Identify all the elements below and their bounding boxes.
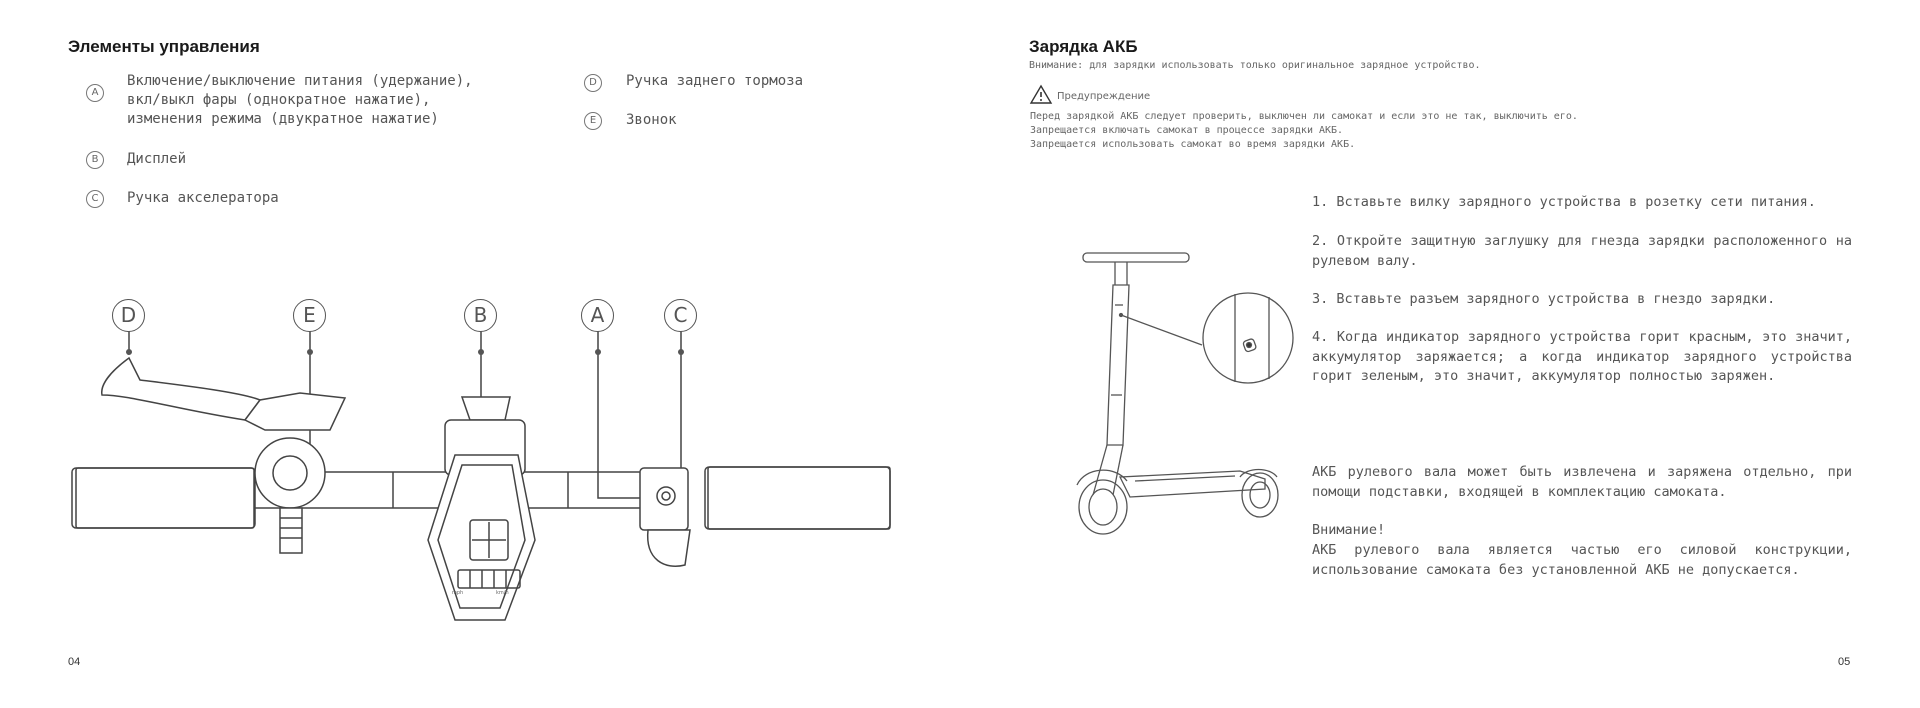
- page-number-right: 05: [1838, 656, 1851, 668]
- warning-block: [1029, 84, 1151, 109]
- attention-title: Внимание!: [1312, 522, 1386, 538]
- legend-letter-c: C: [86, 190, 104, 208]
- callout-c: C: [664, 299, 697, 332]
- legend-text-b: Дисплей: [127, 151, 187, 167]
- legend-text-d: Ручка заднего тормоза: [626, 73, 804, 89]
- battery-removal-note: АКБ рулевого вала может быть извлечена и заряжена отдельно, при помощи подставки, входящей в комплектацию самоката.: [1312, 464, 1852, 500]
- legend-letter-a: A: [86, 84, 104, 102]
- legend-letter-d: D: [584, 74, 602, 92]
- charging-step-1: 1. Вставьте вилку зарядного устройства в розетку сети питания.: [1312, 194, 1816, 210]
- warning-triangle-icon: [1029, 84, 1053, 105]
- callout-e: E: [293, 299, 326, 332]
- display-unit-right: km/h: [496, 590, 509, 596]
- warning-text: Перед зарядкой АКБ следует проверить, выключен ли самокат и если это не так, выключить его. Запрещается включать самокат в процессе зарядки АКБ. Запрещается использовать самокат во время зарядки АКБ.: [1030, 111, 1578, 150]
- legend-letter-b: B: [86, 151, 104, 169]
- attention-text: АКБ рулевого вала является частью его силовой конструкции, использование самоката без установленной АКБ не допускается.: [1312, 542, 1852, 578]
- right-page-title: Зарядка АКБ: [1029, 37, 1138, 56]
- legend-text-e: Звонок: [626, 112, 677, 128]
- legend-text-a: Включение/выключение питания (удержание), вкл/выкл фары (однократное нажатие), изменения режима (двукратное нажатие): [127, 73, 473, 127]
- charging-step-4: 4. Когда индикатор зарядного устройства горит красным, это значит, аккумулятор заряжается; а когда индикатор зарядного устройства горит зеленым, это значит, аккумулятор полностью заряжен.: [1312, 329, 1852, 384]
- callout-b: B: [464, 299, 497, 332]
- charging-port-zoom: [1201, 291, 1295, 385]
- callout-a: A: [581, 299, 614, 332]
- legend-letter-e: E: [584, 112, 602, 130]
- left-page-title: Элементы управления: [68, 37, 260, 56]
- callout-d: D: [112, 299, 145, 332]
- charging-step-2: 2. Откройте защитную заглушку для гнезда зарядки расположенного на рулевом валу.: [1312, 233, 1852, 269]
- legend-text-c: Ручка акселератора: [127, 190, 279, 206]
- warning-title: Предупреждение: [1057, 91, 1151, 102]
- display-unit-left: mph: [452, 590, 464, 596]
- page-number-left: 04: [68, 656, 81, 668]
- scooter-illustration: [1065, 245, 1295, 535]
- charging-step-3: 3. Вставьте разъем зарядного устройства в гнездо зарядки.: [1312, 291, 1776, 307]
- charging-notice: Внимание: для зарядки использовать только оригинальное зарядное устройство.: [1029, 60, 1481, 71]
